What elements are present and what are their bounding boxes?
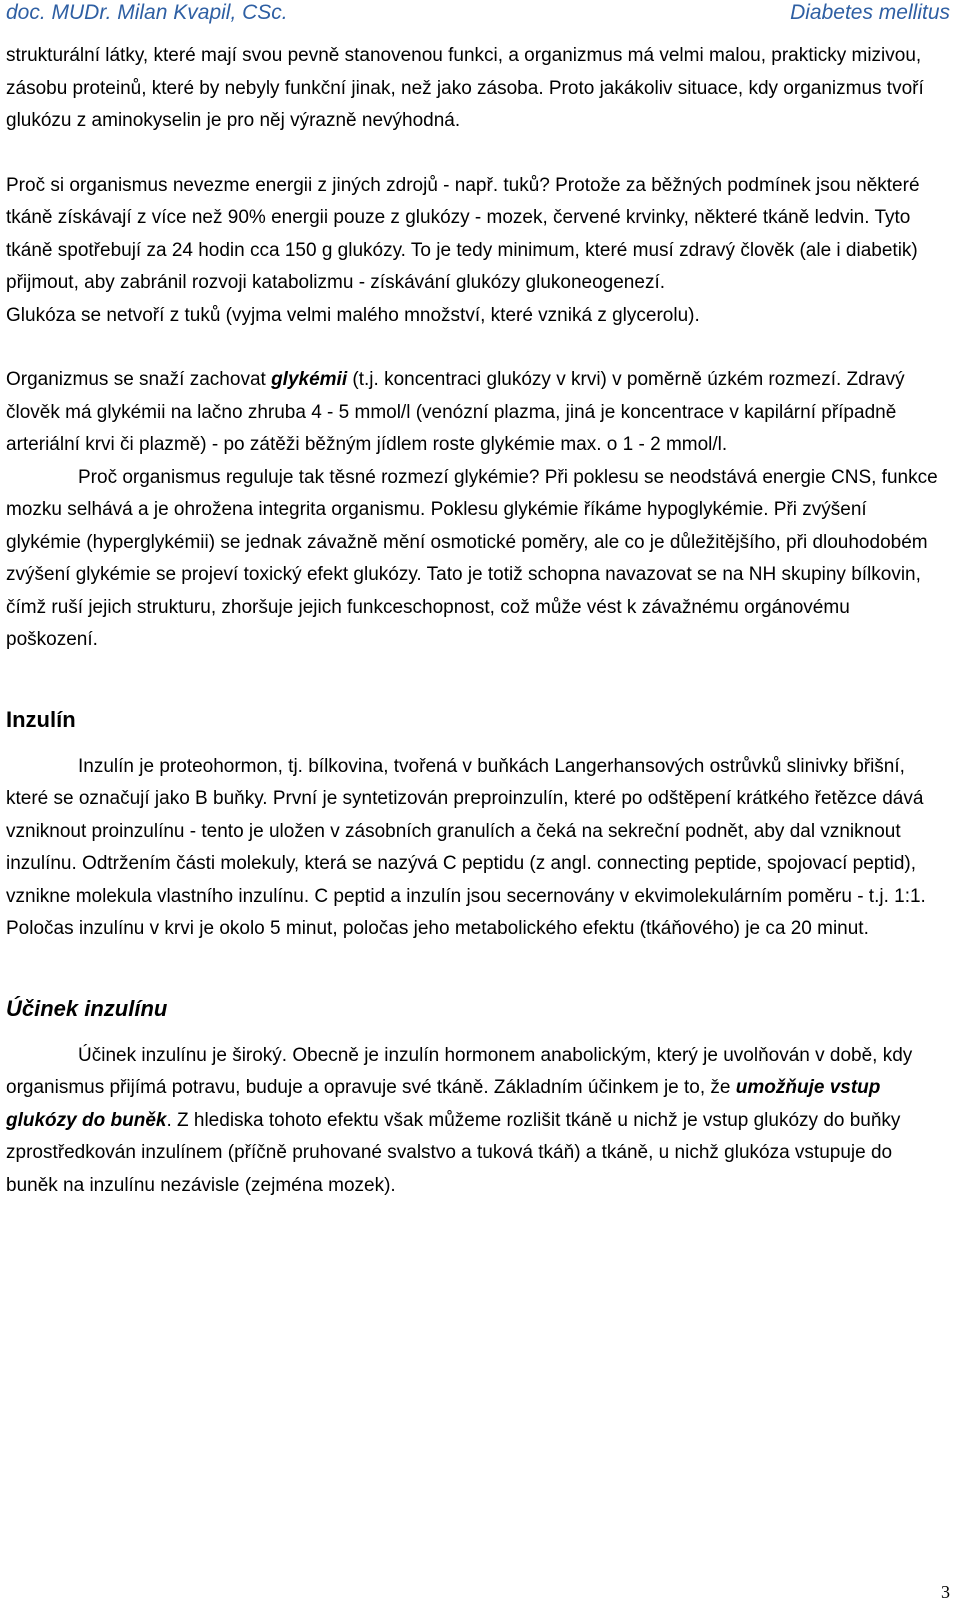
- effect-emphasis: umožňuje vstup glukózy do buněk: [6, 1077, 881, 1131]
- page-number: 3: [941, 1582, 950, 1602]
- header-title: Diabetes mellitus: [790, 1, 950, 24]
- effect-text-before: Účinek inzulínu je široký. Obecně je inzulín hormonem anabolickým, který je uvolňován v době, kdy organismus přijímá potravu, buduje a opravuje své tkáně. Základním účinkem je to, že: [6, 1044, 913, 1098]
- paragraph-glycemia: [6, 364, 940, 462]
- glycemia-text-before: Organizmus se snaží zachovat: [6, 369, 272, 390]
- paragraph-energy-sources: Proč si organismus nevezme energii z jiných zdrojů - např. tuků? Protože za běžných podmínek jsou některé tkáně získávají z více než 90% energii pouze z glukózy - mozek, červené krvinky, některé tkáně ledvin. Tyto tkáně spotřebují za 24 hodin cca 150 g glukózy. To je tedy minimum, které musí zdravý člověk (ale i diabetik) přijmout, aby zabránil rozvoji katabolizmu - získávání glukózy glukoneogenezí.: [6, 174, 920, 293]
- glycemia-text-after: (t.j. koncentraci glukózy v krvi) v poměrně úzkém rozmezí. Zdravý člověk má glykémii na lačno zhruba 4 - 5 mmol/l (venózní plazma, jiná je koncentrace v kapilární případně arteriální krvi či plazmě) - po zátěži běžným jídlem roste glykémie max. o 1 - 2 mmol/l.: [6, 369, 905, 455]
- document-body: [6, 40, 940, 1202]
- paragraph-insulin-effect: [6, 1040, 940, 1203]
- paragraph-proteins: strukturální látky, které mají svou pevně stanovenou funkci, a organizmus má velmi malou, prakticky mizivou, zásobu proteinů, které by nebyly funkční jinak, než jako zásoba. Proto jakákoliv situace, kdy organizmus tvoří glukózu z aminokyselin je pro něj výrazně nevýhodná.: [6, 45, 924, 131]
- effect-text-after: . Z hlediska tohoto efektu však můžeme rozlišit tkáně u nichž je vstup glukózy do buňky zprostředkován inzulínem (příčně pruhované svalstvo a tuková tkáň) a tkáně, u nichž glukóza vstupuje do buněk na inzulínu nezávisle (zejména mozek).: [6, 1109, 901, 1196]
- paragraph-glucose-fat: Glukóza se netvoří z tuků (vyjma velmi malého množství, které vzniká z glycerolu).: [6, 304, 700, 326]
- page-header: [6, 0, 950, 26]
- paragraph-glycemia-regulation: Proč organismus reguluje tak těsné rozmezí glykémie? Při poklesu se neodstává energie CNS, funkce mozku selhává a je ohrožena integrita organismu. Poklesu glykémie říkáme hypoglykémie. Při zvýšení glykémie (hyperglykémii) se jednak závažně mění osmotické poměry, ale co je důležitějšího, při dlouhodobém zvýšení glykémie se projeví toxický efekt glukózy. Tato je totiž schopna navazovat se na NH skupiny bílkovin, čímž ruší jejich strukturu, zhoršuje jejich funkceschopnost, což může vést k závažnému orgánovému poškození.: [6, 466, 938, 650]
- section-heading-insulin-effect: Účinek inzulínu: [6, 995, 168, 1021]
- paragraph-insulin: Inzulín je proteohormon, tj. bílkovina, tvořená v buňkách Langerhansových ostrůvků slinivky břišní, které se označují jako B buňky. První je syntetizován preproinzulín, které po odštěpení krátkého řetězce dává vzniknout proinzulínu - tento je uložen v zásobních granulích a čeká na sekreční podnět, aby dal vzniknout inzulínu. Odtržením části molekuly, která se nazývá C peptidu (z angl. connecting peptide, spojovací peptid), vznikne molekula vlastního inzulínu. C peptid a inzulín jsou secernovány v ekvimolekulárním poměru - t.j. 1:1. Poločas inzulínu v krvi je okolo 5 minut, poločas jeho metabolického efektu (tkáňového) je ca 20 minut.: [6, 755, 926, 939]
- header-author: doc. MUDr. Milan Kvapil, CSc.: [6, 1, 288, 24]
- glycemia-term: glykémii: [271, 369, 348, 390]
- section-heading-insulin: Inzulín: [6, 706, 76, 732]
